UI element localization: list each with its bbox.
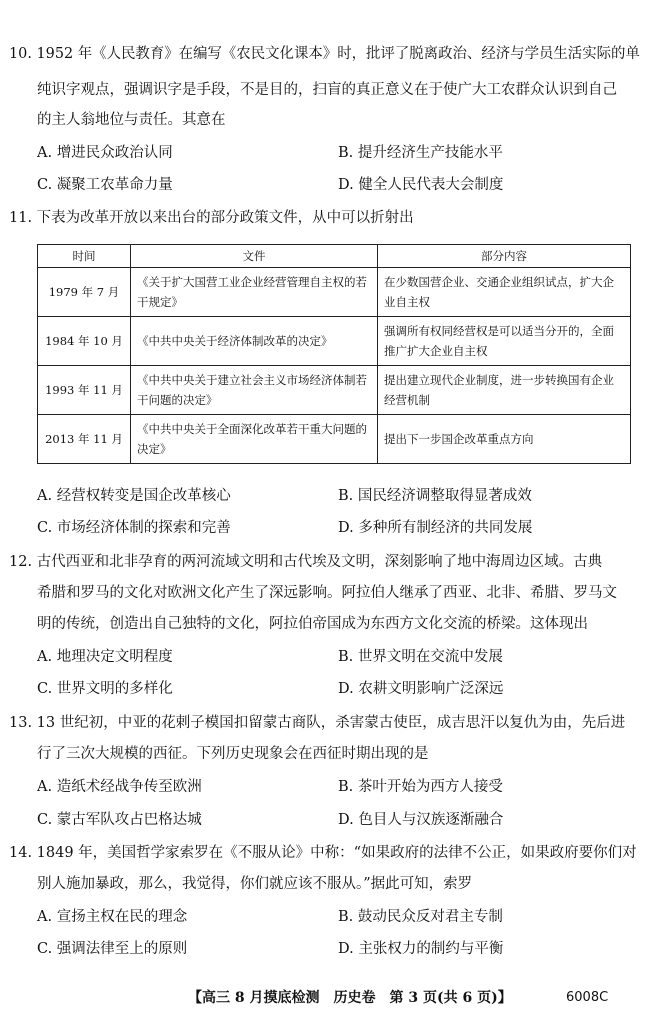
q14-option-b[interactable]: B. 鼓动民众反对君主专制 <box>338 909 503 925</box>
footer-code: 6008C <box>566 990 609 1005</box>
q10-stem-line: 的主人翁地位与责任。其意在 <box>37 112 226 128</box>
q10-option-d[interactable]: D. 健全人民代表大会制度 <box>338 177 504 193</box>
q13-stem-line: 行了三次大规模的西征。下列历史现象会在西征时期出现的是 <box>37 746 429 762</box>
q12-option-d[interactable]: D. 农耕文明影响广泛深远 <box>338 681 504 697</box>
table-row <box>38 415 631 464</box>
q11-option-a[interactable]: A. 经营权转变是国企改革核心 <box>37 488 231 504</box>
table-header-row <box>38 245 631 268</box>
q10-stem-line: 10. 1952 年《人民教育》在编写《农民文化课本》时，批评了脱离政治、经济与学员生活实际的单 <box>9 46 640 62</box>
q12-option-b[interactable]: B. 世界文明在交流中发展 <box>338 649 503 665</box>
table-cell-document: 《中共中央关于全面深化改革若干重大问题的决定》 <box>131 415 378 464</box>
footer-page-info: 【高三 8 月摸底检测 历史卷 第 3 页(共 6 页)】 <box>188 990 512 1006</box>
q11-option-d[interactable]: D. 多种所有制经济的共同发展 <box>338 520 533 536</box>
q13-stem-line: 13. 13 世纪初，中亚的花剌子模国扣留蒙古商队，杀害蒙古使臣，成吉思汗以复仇为由，先后进 <box>9 715 626 731</box>
q14-stem-line: 14. 1849 年，美国哲学家索罗在《不服从论》中称：“如果政府的法律不公正，如果政府要你们对 <box>9 845 637 861</box>
q10-option-a[interactable]: A. 增进民众政治认同 <box>37 145 173 161</box>
table-header-time: 时间 <box>38 245 131 268</box>
table-cell-time: 1984 年 10 月 <box>38 317 131 366</box>
table-cell-content: 提出建立现代企业制度，进一步转换国有企业经营机制 <box>378 366 631 415</box>
q10-option-b[interactable]: B. 提升经济生产技能水平 <box>338 145 503 161</box>
q10-stem-line: 纯识字观点，强调识字是手段，不是目的，扫盲的真正意义在于使广大工农群众认识到自己 <box>37 82 617 98</box>
table-cell-time: 1979 年 7 月 <box>38 268 131 317</box>
q11-option-c[interactable]: C. 市场经济体制的探索和完善 <box>37 520 231 536</box>
table-cell-content: 强调所有权同经营权是可以适当分开的，全面推广扩大企业自主权 <box>378 317 631 366</box>
table-cell-content: 提出下一步国企改革重点方向 <box>378 415 631 464</box>
q13-option-a[interactable]: A. 造纸术经战争传至欧洲 <box>37 779 202 795</box>
q12-stem-line: 希腊和罗马的文化对欧洲文化产生了深远影响。阿拉伯人继承了西亚、北非、希腊、罗马文 <box>37 585 617 601</box>
table-row <box>38 268 631 317</box>
table-cell-document: 《中共中央关于建立社会主义市场经济体制若干问题的决定》 <box>131 366 378 415</box>
table-header-content: 部分内容 <box>378 245 631 268</box>
q14-stem-line: 别人施加暴政，那么，我觉得，你们就应该不服从。”据此可知，索罗 <box>37 876 473 892</box>
table-row <box>38 317 631 366</box>
q11-option-b[interactable]: B. 国民经济调整取得显著成效 <box>338 488 532 504</box>
table-cell-document: 《中共中央关于经济体制改革的决定》 <box>131 317 378 366</box>
q12-option-c[interactable]: C. 世界文明的多样化 <box>37 681 173 697</box>
q10-option-c[interactable]: C. 凝聚工农革命力量 <box>37 177 173 193</box>
q12-stem-line: 12. 古代西亚和北非孕育的两河流域文明和古代埃及文明，深刻影响了地中海周边区域。古典 <box>9 554 603 570</box>
table-header-document: 文件 <box>131 245 378 268</box>
q13-option-b[interactable]: B. 茶叶开始为西方人接受 <box>338 779 503 795</box>
q14-option-d[interactable]: D. 主张权力的制约与平衡 <box>338 941 504 957</box>
q12-stem-line: 明的传统，创造出自己独特的文化，阿拉伯帝国成为东西方文化交流的桥梁。这体现出 <box>37 616 588 632</box>
q14-option-c[interactable]: C. 强调法律至上的原则 <box>37 941 188 957</box>
policy-table <box>37 244 631 464</box>
q11-stem-line: 11. 下表为改革开放以来出台的部分政策文件，从中可以折射出 <box>9 210 414 226</box>
q12-option-a[interactable]: A. 地理决定文明程度 <box>37 649 173 665</box>
q14-option-a[interactable]: A. 宣扬主权在民的理念 <box>37 909 188 925</box>
table-row <box>38 366 631 415</box>
table-cell-document: 《关于扩大国营工业企业经营管理自主权的若干规定》 <box>131 268 378 317</box>
q13-option-d[interactable]: D. 色目人与汉族逐渐融合 <box>338 812 504 828</box>
table-cell-content: 在少数国营企业、交通企业组织试点，扩大企业自主权 <box>378 268 631 317</box>
q13-option-c[interactable]: C. 蒙古军队攻占巴格达城 <box>37 812 202 828</box>
table-cell-time: 1993 年 11 月 <box>38 366 131 415</box>
table-cell-time: 2013 年 11 月 <box>38 415 131 464</box>
